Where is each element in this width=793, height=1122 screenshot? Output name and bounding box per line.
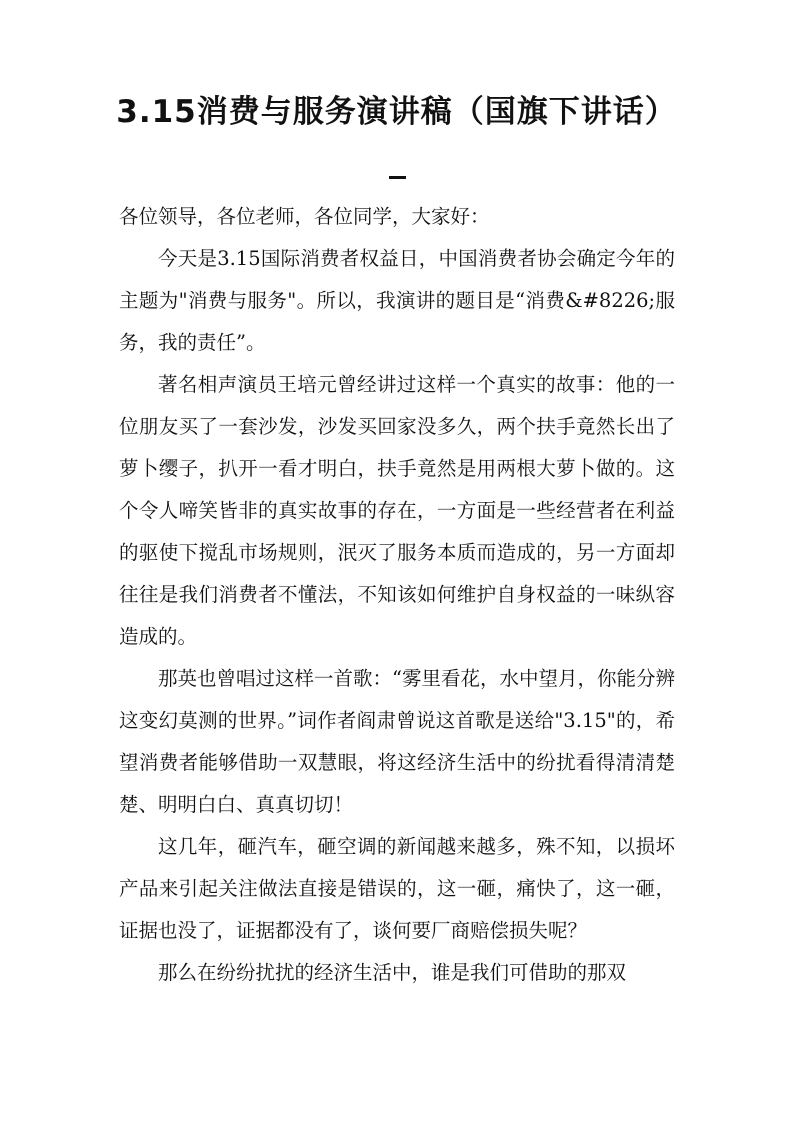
theme-paragraph: 今天是3.15国际消费者权益日，中国消费者协会确定今年的主题为"消费与服务"。所以，我演讲的题目是“消费&#8226;服务，我的责任”。 [119, 247, 675, 354]
smash-news-paragraph: 这几年，砸汽车，砸空调的新闻越来越多，殊不知，以损坏产品来引起关注做法直接是错误的，这一砸，痛快了，这一砸，证据也没了，证据都没有了，谈何要厂商赔偿损失呢？ [119, 835, 675, 942]
song-paragraph: 那英也曾唱过这样一首歌：“雾里看花，水中望月，你能分辨这变幻莫测的世界。”词作者阎肃曾说这首歌是送给"3.15"的，希望消费者能够借助一双慧眼，将这经济生活中的纷扰看得清清楚楚、明明白白、真真切切！ [119, 667, 675, 816]
document-title: 3.15消费与服务演讲稿（国旗下讲话） [116, 94, 677, 130]
closing-question-paragraph: 那么在纷纷扰扰的经济生活中，谁是我们可借助的那双 [158, 961, 627, 984]
document-body [119, 196, 675, 994]
story-paragraph: 著名相声演员王培元曾经讲过这样一个真实的故事：他的一位朋友买了一套沙发，沙发买回家没多久，两个扶手竟然长出了萝卜缨子，扒开一看才明白，扶手竟然是用两根大萝卜做的。这个令人啼笑皆非的真实故事的存在，一方面是一些经营者在利益的驱使下搅乱市场规则，泯灭了服务本质而造成的，另一方面却往往是我们消费者不懂法，不知该如何维护自身权益的一味纵容造成的。 [119, 373, 675, 648]
greeting-paragraph: 各位领导，各位老师，各位同学，大家好： [119, 205, 490, 228]
title-dash-mark [389, 176, 406, 179]
